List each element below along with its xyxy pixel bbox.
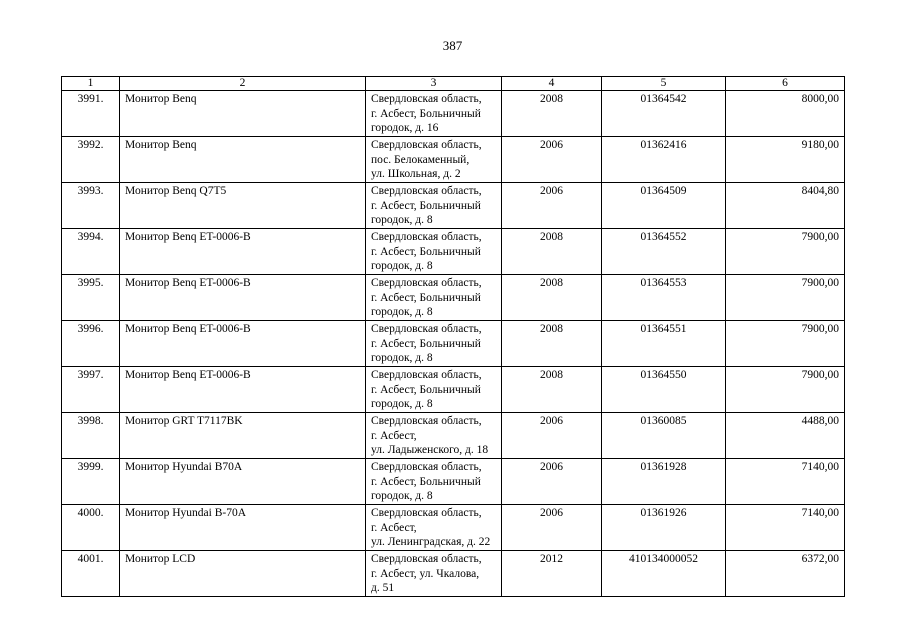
table-row: [62, 551, 845, 597]
table-row: [62, 413, 845, 459]
item-name-cell: Монитор Benq ET-0006-B: [120, 229, 366, 275]
row-number-cell: 3993.: [62, 183, 120, 229]
address-cell: Свердловская область, г. Асбест, Больничный городок, д. 16: [366, 91, 502, 137]
year-cell: 2008: [502, 367, 602, 413]
cost-cell: 7900,00: [726, 367, 845, 413]
inventory-number-cell: 01364552: [602, 229, 726, 275]
table-row: [62, 183, 845, 229]
address-cell: Свердловская область, г. Асбест, Больничный городок, д. 8: [366, 183, 502, 229]
cost-cell: 7900,00: [726, 229, 845, 275]
item-name-cell: Монитор Hyundai B-70A: [120, 505, 366, 551]
table-row: [62, 229, 845, 275]
inventory-number-cell: 01364550: [602, 367, 726, 413]
row-number-cell: 3992.: [62, 137, 120, 183]
table-row: [62, 459, 845, 505]
row-number-cell: 3997.: [62, 367, 120, 413]
item-name-cell: Монитор Benq ET-0006-B: [120, 367, 366, 413]
address-cell: Свердловская область, г. Асбест, Больничный городок, д. 8: [366, 321, 502, 367]
inventory-number-cell: 01364542: [602, 91, 726, 137]
address-cell: Свердловская область, пос. Белокаменный, ул. Школьная, д. 2: [366, 137, 502, 183]
row-number-cell: 3998.: [62, 413, 120, 459]
table-row: [62, 321, 845, 367]
year-cell: 2006: [502, 137, 602, 183]
address-cell: Свердловская область, г. Асбест, Больничный городок, д. 8: [366, 367, 502, 413]
year-cell: 2012: [502, 551, 602, 597]
cost-cell: 8000,00: [726, 91, 845, 137]
cost-cell: 7140,00: [726, 459, 845, 505]
row-number-cell: 3995.: [62, 275, 120, 321]
cost-cell: 6372,00: [726, 551, 845, 597]
column-header: 6: [726, 77, 845, 91]
property-register-table: [61, 76, 845, 597]
address-cell: Свердловская область, г. Асбест, ул. Чкалова, д. 51: [366, 551, 502, 597]
address-cell: Свердловская область, г. Асбест, Больничный городок, д. 8: [366, 275, 502, 321]
item-name-cell: Монитор Benq: [120, 91, 366, 137]
year-cell: 2008: [502, 229, 602, 275]
cost-cell: 7900,00: [726, 275, 845, 321]
item-name-cell: Монитор Benq Q7T5: [120, 183, 366, 229]
row-number-cell: 4000.: [62, 505, 120, 551]
inventory-number-cell: 01361926: [602, 505, 726, 551]
year-cell: 2006: [502, 183, 602, 229]
address-cell: Свердловская область, г. Асбест, ул. Ладыженского, д. 18: [366, 413, 502, 459]
inventory-number-cell: 01364551: [602, 321, 726, 367]
row-number-cell: 3994.: [62, 229, 120, 275]
year-cell: 2008: [502, 91, 602, 137]
page-number: 387: [442, 38, 463, 53]
column-header: 4: [502, 77, 602, 91]
table-row: [62, 137, 845, 183]
inventory-number-cell: 01360085: [602, 413, 726, 459]
table-row: [62, 367, 845, 413]
row-number-cell: 3996.: [62, 321, 120, 367]
row-number-cell: 3999.: [62, 459, 120, 505]
year-cell: 2006: [502, 413, 602, 459]
inventory-number-cell: 01361928: [602, 459, 726, 505]
table-row: [62, 91, 845, 137]
cost-cell: 9180,00: [726, 137, 845, 183]
column-header: 5: [602, 77, 726, 91]
item-name-cell: Монитор LCD: [120, 551, 366, 597]
cost-cell: 4488,00: [726, 413, 845, 459]
table-body: [62, 91, 845, 597]
row-number-cell: 4001.: [62, 551, 120, 597]
cost-cell: 8404,80: [726, 183, 845, 229]
cost-cell: 7900,00: [726, 321, 845, 367]
address-cell: Свердловская область, г. Асбест, ул. Ленинградская, д. 22: [366, 505, 502, 551]
item-name-cell: Монитор Benq: [120, 137, 366, 183]
column-number-row: [62, 77, 845, 91]
item-name-cell: Монитор Hyundai B70A: [120, 459, 366, 505]
cost-cell: 7140,00: [726, 505, 845, 551]
year-cell: 2008: [502, 321, 602, 367]
year-cell: 2006: [502, 505, 602, 551]
item-name-cell: Монитор Benq ET-0006-B: [120, 321, 366, 367]
inventory-number-cell: 01364509: [602, 183, 726, 229]
inventory-number-cell: 410134000052: [602, 551, 726, 597]
address-cell: Свердловская область, г. Асбест, Больничный городок, д. 8: [366, 459, 502, 505]
column-header: 2: [120, 77, 366, 91]
inventory-number-cell: 01364553: [602, 275, 726, 321]
inventory-number-cell: 01362416: [602, 137, 726, 183]
year-cell: 2008: [502, 275, 602, 321]
table-row: [62, 505, 845, 551]
item-name-cell: Монитор GRT T7117BK: [120, 413, 366, 459]
column-header: 1: [62, 77, 120, 91]
year-cell: 2006: [502, 459, 602, 505]
column-header: 3: [366, 77, 502, 91]
table-row: [62, 275, 845, 321]
address-cell: Свердловская область, г. Асбест, Больничный городок, д. 8: [366, 229, 502, 275]
row-number-cell: 3991.: [62, 91, 120, 137]
item-name-cell: Монитор Benq ET-0006-B: [120, 275, 366, 321]
